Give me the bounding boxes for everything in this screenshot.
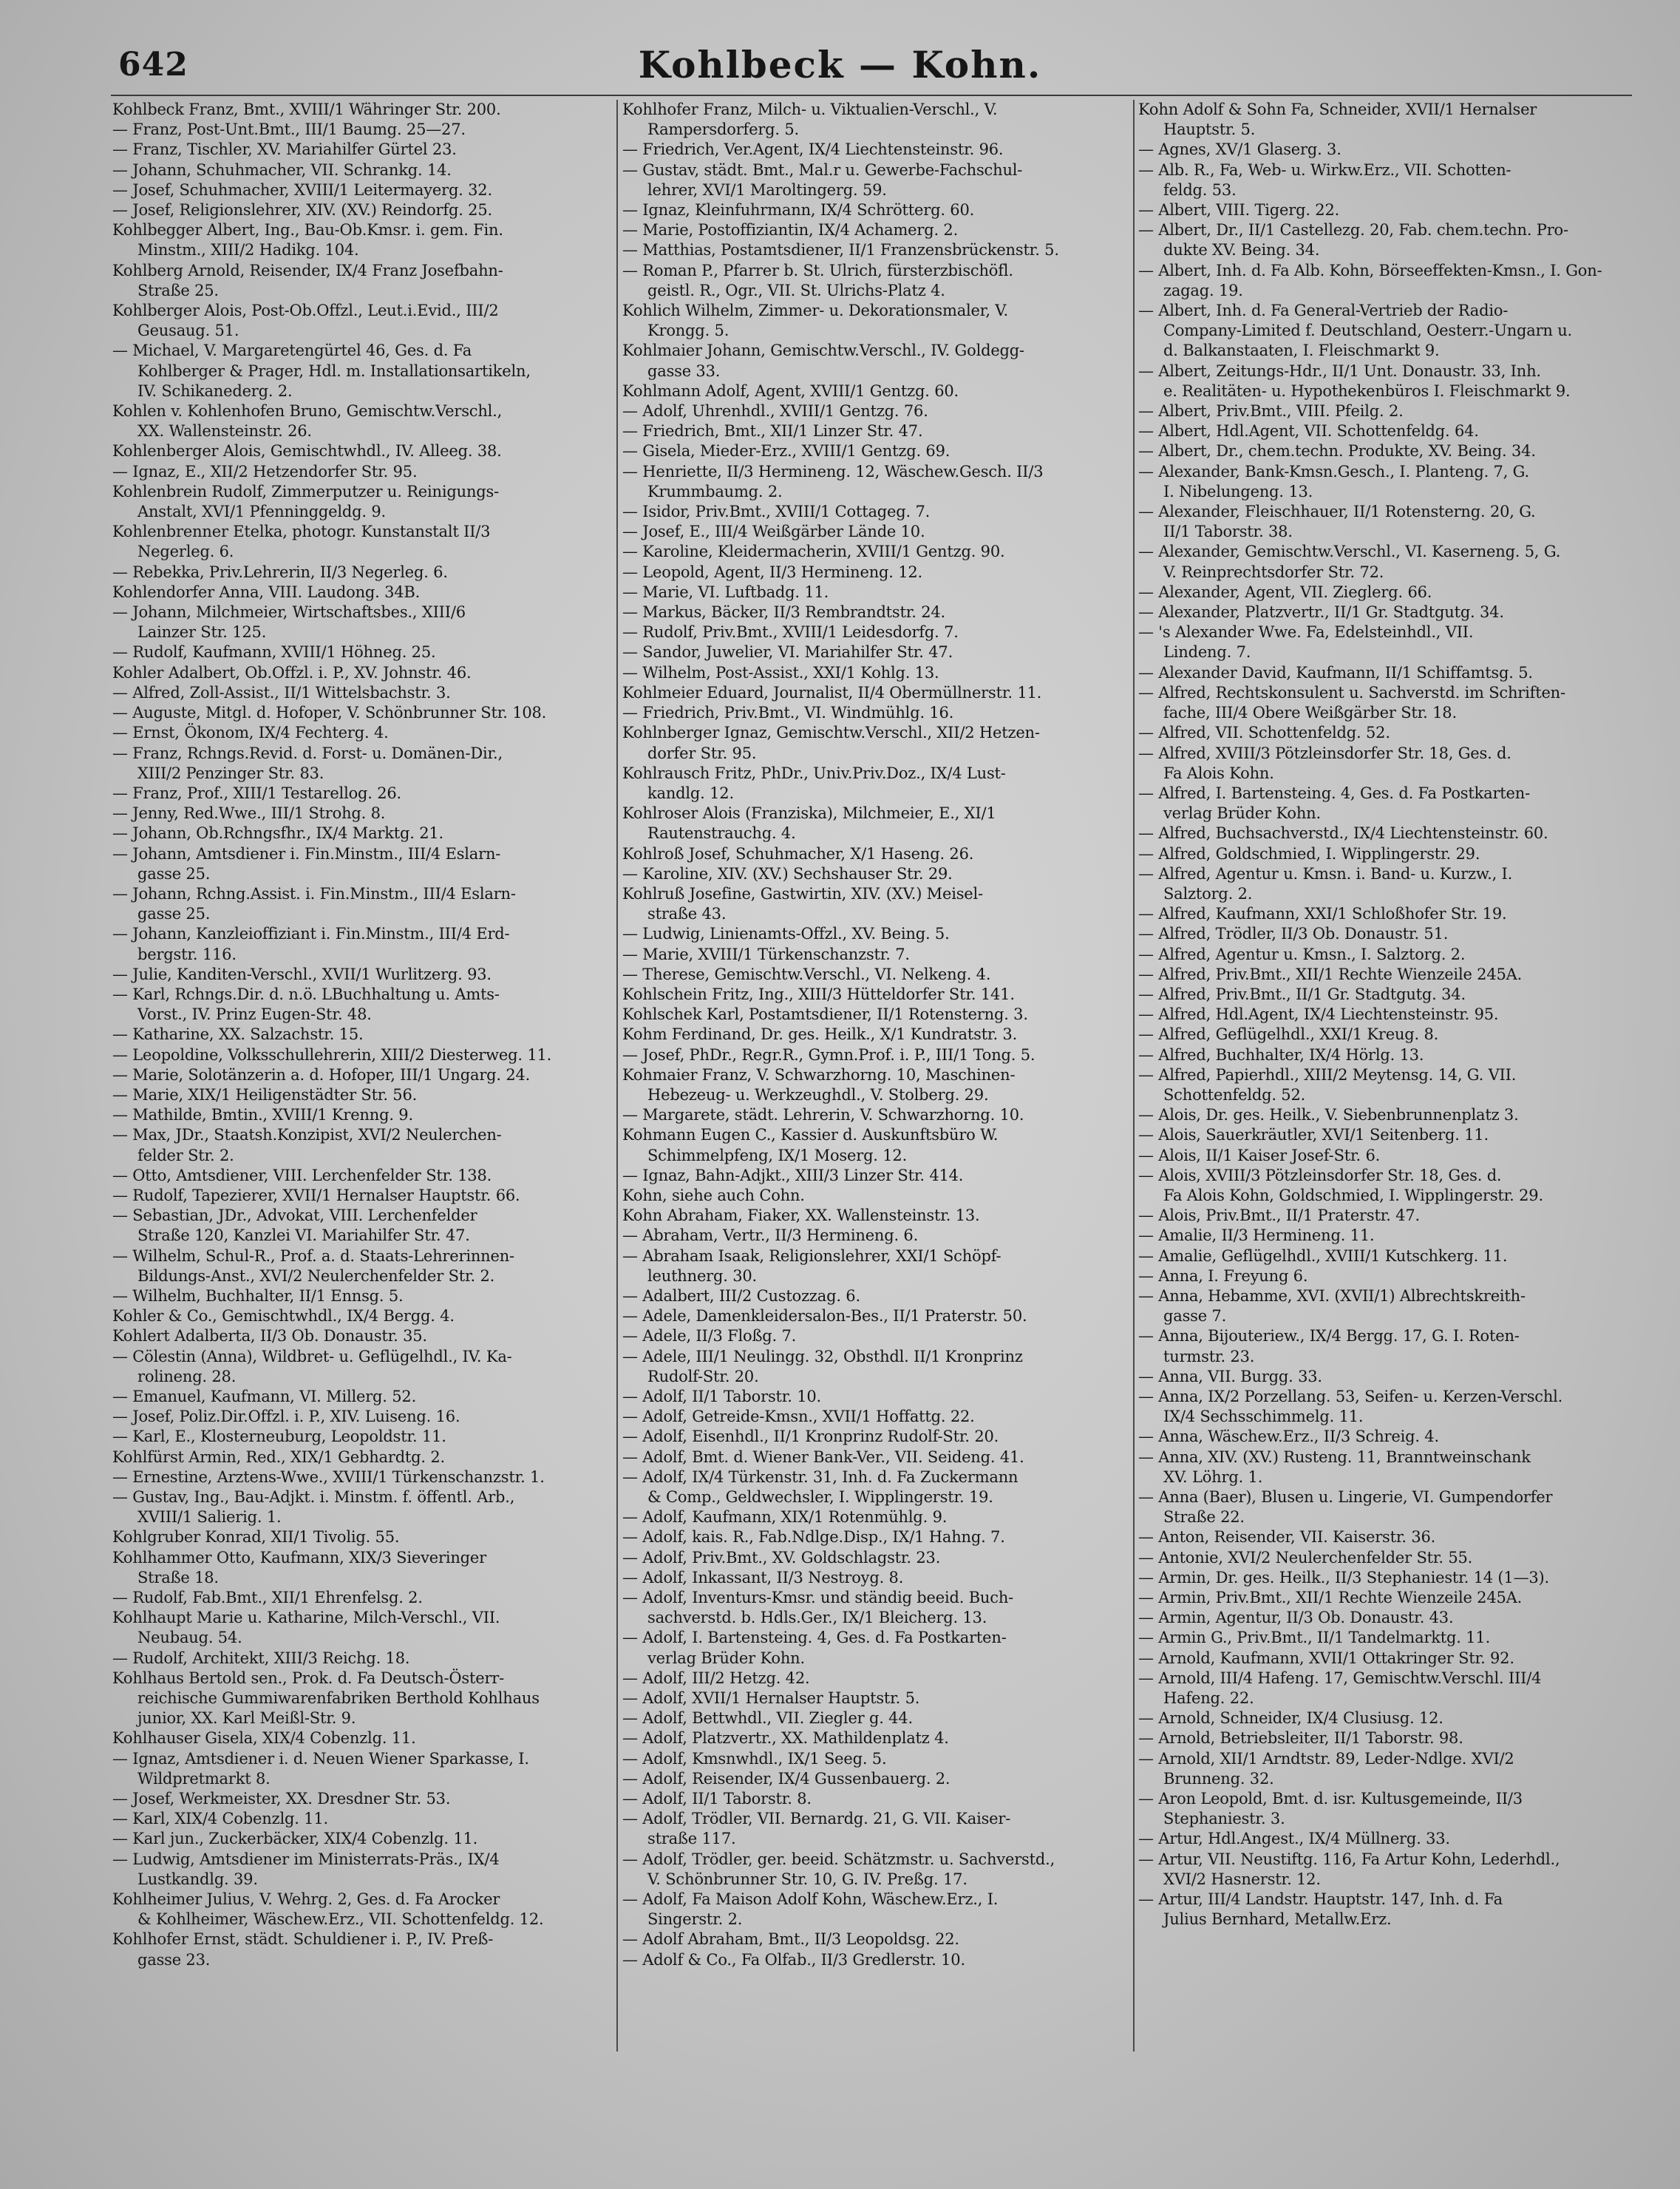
directory-line: — Katharine, XX. Salzachstr. 15. [112,1025,364,1044]
directory-line: — Adolf, Bettwhdl., VII. Ziegler g. 44. [622,1709,913,1728]
directory-line: — Ignaz, E., XII/2 Hetzendorfer Str. 95. [112,462,418,481]
directory-line: turmstr. 23. [1163,1347,1255,1365]
directory-line: — Adolf, Fa Maison Adolf Kohn, Wäschew.Erz., I. [622,1890,999,1909]
directory-line: Krummbaumg. 2. [647,482,783,500]
directory-line: Kohlhofer Ernst, städt. Schuldiener i. P., IV. Preß- [112,1930,494,1949]
directory-line: — Amalie, II/3 Hermineng. 11. [1138,1226,1375,1245]
directory-line: Kohlfürst Armin, Red., XIX/1 Gebhardtg. 2. [112,1448,446,1466]
directory-line: — Alexander, Platzvertr., II/1 Gr. Stadtgutg. 34. [1138,603,1504,622]
directory-line: — Alexander, Fleischhauer, II/1 Rotensterng. 20, G. [1138,503,1536,521]
directory-line: — Anna, VII. Burgg. 33. [1138,1367,1322,1385]
directory-line: Kohlruß Josefine, Gastwirtin, XIV. (XV.) Meisel- [622,884,983,903]
directory-line: — Adolf, Trödler, VII. Bernardg. 21, G. VII. Kaiser- [622,1810,1011,1828]
directory-line: — Alfred, Buchhalter, IX/4 Hörlg. 13. [1138,1045,1424,1064]
directory-line: — Adolf, IX/4 Türkenstr. 31, Inh. d. Fa Zuckermann [622,1467,1018,1486]
directory-line: I. Nibelungeng. 13. [1163,482,1313,500]
directory-line: — Arnold, III/4 Hafeng. 17, Gemischtw.Verschl. III/4 [1138,1669,1542,1687]
directory-line: — Rudolf, Architekt, XIII/3 Reichg. 18. [112,1649,410,1667]
directory-line: Kohlmaier Johann, Gemischtw.Verschl., IV. Goldegg- [622,342,1024,360]
directory-line: Straße 25. [137,281,219,299]
directory-line: — Franz, Rchngs.Revid. d. Forst- u. Domänen-Dir., [112,744,503,762]
directory-line: — Armin, Priv.Bmt., XII/1 Rechte Wienzeile 245A. [1138,1589,1523,1607]
directory-line: Hafeng. 22. [1163,1689,1254,1708]
directory-line: zagag. 19. [1163,281,1243,299]
directory-line: — Anton, Reisender, VII. Kaiserstr. 36. [1138,1528,1436,1547]
directory-line: — Armin G., Priv.Bmt., II/1 Tandelmarktg. 11. [1138,1629,1491,1647]
directory-line: — Adolf, II/1 Taborstr. 10. [622,1388,822,1405]
directory-line: — Markus, Bäcker, II/3 Rembrandtstr. 24. [622,603,946,622]
directory-line: XX. Wallensteinstr. 26. [137,422,312,441]
directory-line: Brunneng. 32. [1163,1769,1274,1788]
directory-line: Kohlhaus Bertold sen., Prok. d. Fa Deutsch-Österr- [112,1669,505,1687]
directory-line: — Adolf, kais. R., Fab.Ndlge.Disp., IX/1 Hahng. 7. [622,1528,1005,1547]
directory-line: — Karl, E., Klosterneuburg, Leopoldstr. 11. [112,1428,446,1446]
directory-line: lehrer, XVI/1 Maroltingerg. 59. [647,180,887,199]
directory-line: rolineng. 28. [137,1367,237,1385]
directory-column-1 [112,100,612,2162]
directory-line: — Albert, Priv.Bmt., VIII. Pfeilg. 2. [1138,402,1404,421]
directory-line: II/1 Taborstr. 38. [1163,523,1293,541]
directory-line: — Alfred, Priv.Bmt., II/1 Gr. Stadtgutg. 34. [1138,985,1466,1003]
directory-line: V. Reinprechtsdorfer Str. 72. [1163,563,1384,581]
directory-line: Kohlbeck Franz, Bmt., XVIII/1 Währinger Str. 200. [112,101,501,118]
directory-line: — Emanuel, Kaufmann, VI. Millerg. 52. [112,1388,417,1405]
directory-line: — Sandor, Juwelier, VI. Mariahilfer Str. 47. [622,643,953,662]
directory-line: Kohlrausch Fritz, PhDr., Univ.Priv.Doz., IX/4 Lust- [622,764,1006,782]
directory-line: — Alfred, Hdl.Agent, IX/4 Liechtensteinstr. 95. [1138,1005,1499,1024]
directory-line: leuthnerg. 30. [647,1266,758,1285]
directory-line: fache, III/4 Obere Weißgärber Str. 18. [1163,704,1457,722]
directory-line: Kohlschek Karl, Postamtsdiener, II/1 Rotensterng. 3. [622,1005,1028,1024]
directory-line: — Alois, II/1 Kaiser Josef-Str. 6. [1138,1146,1381,1164]
directory-line: — Cölestin (Anna), Wildbret- u. Geflügelhdl., IV. Ka- [112,1347,512,1365]
directory-line: — Josef, Schuhmacher, XVIII/1 Leitermayerg. 32. [112,180,492,199]
directory-line: Kohlnberger Ignaz, Gemischtw.Verschl., XII/2 Hetzen- [622,724,1040,742]
directory-line: Kohm Ferdinand, Dr. ges. Heilk., X/1 Kundratstr. 3. [622,1025,1018,1044]
directory-line: Julius Bernhard, Metallw.Erz. [1163,1910,1392,1929]
directory-line: — Alfred, I. Bartensteing. 4, Ges. d. Fa Postkarten- [1138,784,1530,802]
directory-line: — Marie, Solotänzerin a. d. Hofoper, III/1 Ungarg. 24. [112,1065,531,1084]
directory-line: — Adolf, Kmsnwhdl., IX/1 Seeg. 5. [622,1749,887,1768]
directory-line: Hebezeug- u. Werkzeughdl., V. Stolberg. 29. [647,1085,989,1104]
directory-line: — Leopold, Agent, II/3 Hermineng. 12. [622,563,923,581]
directory-line: — Armin, Agentur, II/3 Ob. Donaustr. 43. [1138,1609,1454,1627]
directory-line: — 's Alexander Wwe. Fa, Edelsteinhdl., VII. [1138,623,1474,642]
directory-column-2 [622,100,1129,2162]
directory-line: — Adolf, Priv.Bmt., XV. Goldschlagstr. 23. [622,1548,941,1567]
directory-line: Kohlich Wilhelm, Zimmer- u. Dekorationsmaler, V. [622,302,1009,320]
directory-line: Kohlhammer Otto, Kaufmann, XIX/3 Sieveringer [112,1548,486,1567]
directory-line: Rudolf-Str. 20. [647,1367,759,1385]
directory-line: — Alexander David, Kaufmann, II/1 Schiffamtsg. 5. [1138,663,1533,682]
directory-line: gasse 25. [137,864,211,883]
directory-line: — Alfred, Papierhdl., XIII/2 Meytensg. 14, G. VII. [1138,1065,1517,1084]
directory-line: Rampersdorferg. 5. [647,121,800,139]
directory-line: — Marie, XIX/1 Heiligenstädter Str. 56. [112,1085,418,1104]
directory-line: — Arnold, Kaufmann, XVII/1 Ottakringer Str. 92. [1138,1649,1514,1667]
directory-line: — Ignaz, Bahn-Adjkt., XIII/3 Linzer Str. 414. [622,1166,964,1184]
directory-line: Fa Alois Kohn, Goldschmied, I. Wipplingerstr. 29. [1163,1186,1543,1204]
directory-line: — Wilhelm, Buchhalter, II/1 Ennsg. 5. [112,1286,404,1305]
directory-line: Straße 22. [1163,1508,1245,1527]
directory-line: Straße 18. [137,1568,219,1586]
directory-line: Neubaug. 54. [137,1629,242,1647]
directory-line: — Artur, III/4 Landstr. Hauptstr. 147, Inh. d. Fa [1138,1890,1503,1909]
directory-line: — Ludwig, Amtsdiener im Ministerrats-Präs., IX/4 [112,1850,500,1868]
directory-line: — Alfred, Geflügelhdl., XXI/1 Kreug. 8. [1138,1025,1439,1044]
directory-line: — Henriette, II/3 Hermineng. 12, Wäschew.Gesch. II/3 [622,462,1044,481]
directory-line: — Adolf, Trödler, ger. beeid. Schätzmstr. u. Sachverstd., [622,1850,1055,1868]
directory-line: XVIII/1 Salierig. 1. [137,1508,282,1527]
directory-line: — Alois, Dr. ges. Heilk., V. Siebenbrunnenplatz 3. [1138,1106,1519,1124]
directory-line: gasse 33. [647,362,721,380]
directory-line: — Michael, V. Margaretengürtel 46, Ges. d. Fa [112,342,472,360]
directory-line: — Alexander, Bank-Kmsn.Gesch., I. Planteng. 7, G. [1138,462,1529,481]
directory-line: Rautenstrauchg. 4. [647,824,796,843]
directory-line: — Josef, E., III/4 Weißgärber Lände 10. [622,523,925,541]
directory-line: — Adolf, Uhrenhdl., XVIII/1 Gentzg. 76. [622,402,928,421]
directory-line: Kohlmann Adolf, Agent, XVIII/1 Gentzg. 60. [622,381,959,400]
directory-line: — Wilhelm, Post-Assist., XXI/1 Kohlg. 13. [622,663,939,682]
directory-line: Kohlbegger Albert, Ing., Bau-Ob.Kmsr. i. gem. Fin. [112,221,503,240]
directory-line: — Albert, Hdl.Agent, VII. Schottenfeldg. 64. [1138,422,1479,441]
directory-line: felder Str. 2. [137,1146,234,1164]
directory-line: — Adolf, II/1 Taborstr. 8. [622,1790,812,1808]
directory-line: — Adolf, XVII/1 Hernalser Hauptstr. 5. [622,1689,920,1708]
directory-line: — Gisela, Mieder-Erz., XVIII/1 Gentzg. 69. [622,442,950,461]
directory-line: — Ernestine, Arztens-Wwe., XVIII/1 Türkenschanzstr. 1. [112,1467,545,1486]
directory-line: — Antonie, XVI/2 Neulerchenfelder Str. 55. [1138,1548,1473,1567]
directory-line: — Johann, Rchng.Assist. i. Fin.Minstm., III/4 Eslarn- [112,884,516,903]
directory-line: — Alfred, Kaufmann, XXI/1 Schloßhofer Str. 19. [1138,905,1507,923]
directory-line: — Gustav, städt. Bmt., Mal.r u. Gewerbe-Fachschul- [622,160,1023,179]
directory-line: junior, XX. Karl Meißl-Str. 9. [137,1709,356,1728]
directory-line: Kohlberg Arnold, Reisender, IX/4 Franz Josefbahn- [112,261,503,279]
directory-line: — Marie, VI. Luftbadg. 11. [622,583,829,601]
directory-line: — Marie, XVIII/1 Türkenschanzstr. 7. [622,945,910,963]
directory-line: — Max, JDr., Staatsh.Konzipist, XVI/2 Neulerchen- [112,1126,502,1144]
directory-line: — Josef, Poliz.Dir.Offzl. i. P., XIV. Luiseng. 16. [112,1408,460,1426]
directory-line: Anstalt, XVI/1 Pfenninggeldg. 9. [137,503,386,521]
directory-line: — Roman P., Pfarrer b. St. Ulrich, fürsterzbischöfl. [622,261,1013,279]
directory-line: — Armin, Dr. ges. Heilk., II/3 Stephaniestr. 14 (1—3). [1138,1568,1550,1586]
directory-line: Kohn Adolf & Sohn Fa, Schneider, XVII/1 Hernalser [1138,101,1537,118]
directory-line: — Anna, Wäschew.Erz., II/3 Schreig. 4. [1138,1428,1439,1446]
directory-line: Kohlhauser Gisela, XIX/4 Cobenzlg. 11. [112,1729,416,1748]
directory-line: — Adolf, III/2 Hetzg. 42. [622,1669,810,1687]
directory-line: — Karl, Rchngs.Dir. d. n.ö. LBuchhaltung u. Amts- [112,985,500,1003]
directory-line: Kohlenbrein Rudolf, Zimmerputzer u. Reinigungs- [112,482,499,500]
directory-line: — Matthias, Postamtsdiener, II/1 Franzensbrückenstr. 5. [622,241,1059,259]
directory-line: Minstm., XIII/2 Hadikg. 104. [137,241,359,259]
directory-line: — Aron Leopold, Bmt. d. isr. Kultusgemeinde, II/3 [1138,1790,1523,1808]
directory-line: bergstr. 116. [137,945,237,963]
directory-line: — Albert, Inh. d. Fa Alb. Kohn, Börseeffekten-Kmsn., I. Gon- [1138,261,1602,279]
directory-line: Kohlberger & Prager, Hdl. m. Installationsartikeln, [137,362,531,380]
directory-line: — Margarete, städt. Lehrerin, V. Schwarzhorng. 10. [622,1106,1024,1124]
directory-line: — Johann, Milchmeier, Wirtschaftsbes., XIII/6 [112,603,466,622]
page-number: 642 [118,46,188,84]
directory-line: kandlg. 12. [647,784,734,802]
directory-line: Schimmelpfeng, IX/1 Moserg. 12. [647,1146,908,1164]
directory-line: Stephaniestr. 3. [1163,1810,1285,1828]
directory-line: — Adolf, Inventurs-Kmsr. und ständig beeid. Buch- [622,1589,1014,1607]
directory-line: Geusaug. 51. [137,322,239,340]
directory-line: — Wilhelm, Schul-R., Prof. a. d. Staats-Lehrerinnen- [112,1246,514,1265]
directory-line: — Albert, VIII. Tigerg. 22. [1138,201,1340,220]
directory-line: Fa Alois Kohn. [1163,764,1274,782]
directory-line: — Adolf, Kaufmann, XIX/1 Rotenmühlg. 9. [622,1508,948,1527]
directory-line: — Marie, Postoffiziantin, IX/4 Achamerg. 2. [622,221,959,240]
directory-line: — Arnold, XII/1 Arndtstr. 89, Leder-Ndlge. XVI/2 [1138,1749,1514,1768]
directory-line: — Abraham, Vertr., II/3 Hermineng. 6. [622,1226,919,1245]
directory-line: straße 43. [647,905,727,923]
directory-line: reichische Gummiwarenfabriken Berthold Kohlhaus [137,1689,540,1708]
directory-line: — Ludwig, Linienamts-Offzl., XV. Being. 5. [622,925,950,943]
directory-line: Kohlroß Josef, Schuhmacher, X/1 Haseng. 26. [622,844,974,863]
directory-line: — Alfred, Agentur u. Kmsn. i. Band- u. Kurzw., I. [1138,864,1513,883]
directory-line: — Alexander, Agent, VII. Zieglerg. 66. [1138,583,1432,601]
directory-line: — Adolf, Reisender, IX/4 Gussenbauerg. 2. [622,1769,950,1788]
directory-line: — Gustav, Ing., Bau-Adjkt. i. Minstm. f. öffentl. Arb., [112,1488,515,1507]
directory-line: Lustkandlg. 39. [137,1870,258,1888]
directory-line: — Alfred, XVIII/3 Pötzleinsdorfer Str. 18, Ges. d. [1138,744,1511,762]
directory-line: & Kohlheimer, Wäschew.Erz., VII. Schottenfeldg. 12. [137,1910,544,1929]
directory-line: Kohlberger Alois, Post-Ob.Offzl., Leut.i.Evid., III/2 [112,302,499,320]
directory-line: geistl. R., Ogr., VII. St. Ulrichs-Platz 4. [647,281,945,299]
directory-line: — Alfred, Zoll-Assist., II/1 Wittelsbachstr. 3. [112,683,451,702]
directory-line: — Rudolf, Tapezierer, XVII/1 Hernalser Hauptstr. 66. [112,1186,520,1204]
directory-line: Kohmaier Franz, V. Schwarzhorng. 10, Maschinen- [622,1065,1016,1084]
directory-line: — Franz, Prof., XIII/1 Testarellog. 26. [112,784,402,802]
directory-line: — Adele, III/1 Neulingg. 32, Obsthdl. II/1 Kronprinz [622,1347,1023,1365]
directory-line: — Adolf, Eisenhdl., II/1 Kronprinz Rudolf-Str. 20. [622,1428,999,1446]
directory-line: Kohn, siehe auch Cohn. [622,1186,805,1204]
directory-line: — Ernst, Ökonom, IX/4 Fechterg. 4. [112,724,389,742]
directory-line: — Therese, Gemischtw.Verschl., VI. Nelkeng. 4. [622,965,991,983]
directory-line: Kohlenbrenner Etelka, photogr. Kunstanstalt II/3 [112,523,491,541]
directory-line: verlag Brüder Kohn. [1163,804,1321,823]
directory-line: Singerstr. 2. [647,1910,743,1929]
directory-line: XIII/2 Penzinger Str. 83. [137,764,324,782]
directory-line: — Johann, Schuhmacher, VII. Schrankg. 14. [112,160,452,179]
directory-line: IV. Schikanederg. 2. [137,381,293,400]
directory-line: — Alfred, Agentur u. Kmsn., I. Salztorg. 2. [1138,945,1466,963]
directory-line: — Jenny, Red.Wwe., III/1 Strohg. 8. [112,804,386,823]
directory-line: d. Balkanstaaten, I. Fleischmarkt 9. [1163,342,1440,360]
directory-line: Kohn Abraham, Fiaker, XX. Wallensteinstr. 13. [622,1207,980,1225]
directory-line: & Comp., Geldwechsler, I. Wipplingerstr. 19. [647,1488,993,1507]
directory-line: — Alois, Sauerkräutler, XVI/1 Seitenberg. 11. [1138,1126,1489,1144]
directory-line: Kohler Adalbert, Ob.Offzl. i. P., XV. Johnstr. 46. [112,663,472,682]
directory-line: gasse 7. [1163,1307,1227,1326]
directory-line: — Johann, Kanzleioffiziant i. Fin.Minstm., III/4 Erd- [112,925,510,943]
directory-line: — Mathilde, Bmtin., XVIII/1 Krenng. 9. [112,1106,413,1124]
directory-line: — Alfred, Buchsachverstd., IX/4 Liechtensteinstr. 60. [1138,824,1548,843]
directory-line: — Rudolf, Priv.Bmt., XVIII/1 Leidesdorfg. 7. [622,623,959,642]
directory-line: — Friedrich, Ver.Agent, IX/4 Liechtensteinstr. 96. [622,140,1004,159]
directory-line: Vorst., IV. Prinz Eugen-Str. 48. [137,1005,372,1024]
directory-line: — Alfred, Rechtskonsulent u. Sachverstd. im Schriften- [1138,683,1565,702]
directory-line: Company-Limited f. Deutschland, Oesterr.-Ungarn u. [1163,322,1573,340]
directory-line: — Ignaz, Amtsdiener i. d. Neuen Wiener Sparkasse, I. [112,1749,529,1768]
directory-line: — Leopoldine, Volksschullehrerin, XIII/2 Diesterweg. 11. [112,1045,552,1064]
directory-line: — Agnes, XV/1 Glaserg. 3. [1138,140,1341,159]
directory-line: — Johann, Amtsdiener i. Fin.Minstm., III/4 Eslarn- [112,844,501,863]
directory-line: — Albert, Dr., II/1 Castellezg. 20, Fab. chem.techn. Pro- [1138,221,1568,240]
directory-line: — Albert, Dr., chem.techn. Produkte, XV. Being. 34. [1138,442,1536,461]
directory-line: Hauptstr. 5. [1163,121,1256,139]
directory-line: — Alfred, Priv.Bmt., XII/1 Rechte Wienzeile 245A. [1138,965,1523,983]
directory-line: — Isidor, Priv.Bmt., XVIII/1 Cottageg. 7. [622,503,931,521]
directory-line: — Alois, XVIII/3 Pötzleinsdorfer Str. 18, Ges. d. [1138,1166,1502,1184]
directory-line: — Ignaz, Kleinfuhrmann, IX/4 Schrötterg. 60. [622,201,975,220]
directory-line: — Franz, Post-Unt.Bmt., III/1 Baumg. 25—27. [112,121,466,139]
directory-line: Kohlendorfer Anna, VIII. Laudong. 34B. [112,583,421,601]
directory-line: dorfer Str. 95. [647,744,757,762]
directory-line: — Alexander, Gemischtw.Verschl., VI. Kaserneng. 5, G. [1138,543,1561,561]
directory-line: — Auguste, Mitgl. d. Hofoper, V. Schönbrunner Str. 108. [112,704,547,722]
directory-line: — Arnold, Schneider, IX/4 Clusiusg. 12. [1138,1709,1443,1728]
directory-line: gasse 25. [137,905,211,923]
directory-line: straße 117. [647,1830,736,1848]
directory-line: — Rebekka, Priv.Lehrerin, II/3 Negerleg. 6. [112,563,448,581]
running-head: Kohlbeck — Kohn. [638,43,1042,86]
directory-line: — Adolf & Co., Fa Olfab., II/3 Gredlerstr. 10. [622,1950,965,1969]
directory-line: — Otto, Amtsdiener, VIII. Lerchenfelder Str. 138. [112,1166,492,1184]
directory-line: — Friedrich, Priv.Bmt., VI. Windmühlg. 16. [622,704,954,722]
directory-line: Kohmann Eugen C., Kassier d. Auskunftsbüro W. [622,1126,999,1144]
directory-line: — Julie, Kanditen-Verschl., XVII/1 Wurlitzerg. 93. [112,965,492,983]
directory-line: — Franz, Tischler, XV. Mariahilfer Gürtel 23. [112,140,457,159]
directory-line: — Amalie, Geflügelhdl., XVIII/1 Kutschkerg. 11. [1138,1246,1508,1265]
directory-line: Kohlmeier Eduard, Journalist, II/4 Obermüllnerstr. 11. [622,683,1042,702]
directory-line: — Karl jun., Zuckerbäcker, XIX/4 Cobenzlg. 11. [112,1830,478,1848]
directory-line: Salztorg. 2. [1163,884,1253,903]
directory-line: — Alois, Priv.Bmt., II/1 Praterstr. 47. [1138,1207,1420,1225]
directory-line: Kohlenberger Alois, Gemischtwhdl., IV. Alleeg. 38. [112,442,502,461]
directory-line: Lindeng. 7. [1163,643,1251,662]
directory-line: — Adolf Abraham, Bmt., II/3 Leopoldsg. 22. [622,1930,959,1949]
directory-line: Kohlhaupt Marie u. Katharine, Milch-Verschl., VII. [112,1609,500,1627]
directory-line: — Artur, Hdl.Angest., IX/4 Müllnerg. 33. [1138,1830,1450,1848]
directory-line: IX/4 Sechsschimmelg. 11. [1163,1408,1364,1426]
directory-line: — Sebastian, JDr., Advokat, VIII. Lerchenfelder [112,1207,477,1225]
directory-line: XV. Löhrg. 1. [1163,1467,1263,1486]
directory-line: — Josef, Religionslehrer, XIV. (XV.) Reindorfg. 25. [112,201,492,220]
directory-line: — Anna, Hebamme, XVI. (XVII/1) Albrechtskreith- [1138,1286,1526,1305]
directory-line: Kohlert Adalberta, II/3 Ob. Donaustr. 35. [112,1327,427,1345]
directory-line: — Karl, XIX/4 Cobenzlg. 11. [112,1810,328,1828]
directory-line: — Karoline, XIV. (XV.) Sechshauser Str. 29. [622,864,953,883]
directory-line: — Rudolf, Kaufmann, XVIII/1 Höhneg. 25. [112,643,436,662]
directory-line: Lainzer Str. 125. [137,623,267,642]
directory-line: — Abraham Isaak, Religionslehrer, XXI/1 Schöpf- [622,1246,1001,1265]
directory-line: — Josef, Werkmeister, XX. Dresdner Str. 53. [112,1790,451,1808]
directory-line: — Albert, Inh. d. Fa General-Vertrieb der Radio- [1138,302,1509,320]
column-rule [616,100,618,2051]
directory-line: — Alfred, Goldschmied, I. Wipplingerstr. 29. [1138,844,1480,863]
directory-line: Kohlheimer Julius, V. Wehrg. 2, Ges. d. Fa Arocker [112,1890,500,1909]
directory-line: — Anna, Bijouteriew., IX/4 Bergg. 17, G. I. Roten- [1138,1327,1520,1345]
directory-line: — Artur, VII. Neustiftg. 116, Fa Artur Kohn, Lederhdl., [1138,1850,1560,1868]
directory-line: — Johann, Ob.Rchngsfhr., IX/4 Marktg. 21. [112,824,443,843]
directory-line: — Adolf, I. Bartensteing. 4, Ges. d. Fa Postkarten- [622,1629,1007,1647]
directory-line: Bildungs-Anst., XVI/2 Neulerchenfelder Str. 2. [137,1266,495,1285]
directory-line: — Arnold, Betriebsleiter, II/1 Taborstr. 98. [1138,1729,1463,1748]
directory-line: Kohlroser Alois (Franziska), Milchmeier, E., XI/1 [622,804,996,823]
directory-line: — Adolf, Inkassant, II/3 Nestroyg. 8. [622,1568,904,1586]
directory-line: — Alfred, VII. Schottenfeldg. 52. [1138,724,1390,742]
directory-line: e. Realitäten- u. Hypothekenbüros I. Fleischmarkt 9. [1163,381,1571,400]
directory-line: Krongg. 5. [647,322,730,340]
directory-line: gasse 23. [137,1950,211,1969]
directory-line: — Adalbert, III/2 Custozzag. 6. [622,1286,860,1305]
directory-line: Kohlen v. Kohlenhofen Bruno, Gemischtw.Verschl., [112,402,503,421]
directory-line: — Rudolf, Fab.Bmt., XII/1 Ehrenfelsg. 2. [112,1589,423,1607]
header-rule [111,95,1632,96]
directory-line: — Alb. R., Fa, Web- u. Wirkw.Erz., VII. Schotten- [1138,160,1511,179]
directory-line: — Adolf, Getreide-Kmsn., XVII/1 Hoffattg. 22. [622,1408,975,1426]
directory-line: Negerleg. 6. [137,543,234,561]
directory-line: Kohlhofer Franz, Milch- u. Viktualien-Verschl., V. [622,101,998,118]
directory-line: — Anna (Baer), Blusen u. Lingerie, VI. Gumpendorfer [1138,1488,1553,1507]
directory-line: V. Schönbrunner Str. 10, G. IV. Preßg. 17. [647,1870,967,1888]
directory-line: sachverstd. b. Hdls.Ger., IX/1 Bleicherg. 13. [647,1609,987,1627]
directory-line: — Anna, I. Freyung 6. [1138,1266,1308,1285]
directory-line: Kohlgruber Konrad, XII/1 Tivolig. 55. [112,1528,400,1547]
directory-line: XVI/2 Hasnerstr. 12. [1163,1870,1321,1888]
directory-line: Wildpretmarkt 8. [137,1769,271,1788]
directory-line: Kohlschein Fritz, Ing., XIII/3 Hütteldorfer Str. 141. [622,985,1015,1003]
directory-line: — Anna, IX/2 Porzellang. 53, Seifen- u. Kerzen-Verschl. [1138,1388,1563,1405]
directory-line: — Josef, PhDr., Regr.R., Gymn.Prof. i. P., III/1 Tong. 5. [622,1045,1035,1064]
directory-line: feldg. 53. [1163,180,1237,199]
directory-line: — Karoline, Kleidermacherin, XVIII/1 Gentzg. 90. [622,543,1005,561]
directory-line: — Adolf, Bmt. d. Wiener Bank-Ver., VII. Seideng. 41. [622,1448,1024,1466]
directory-line: — Adele, Damenkleidersalon-Bes., II/1 Praterstr. 50. [622,1307,1027,1326]
directory-line: — Anna, XIV. (XV.) Rusteng. 11, Branntweinschank [1138,1448,1531,1466]
directory-line: Schottenfeldg. 52. [1163,1085,1306,1104]
directory-line: Straße 120, Kanzlei VI. Mariahilfer Str. 47. [137,1226,470,1245]
directory-line: verlag Brüder Kohn. [647,1649,805,1667]
directory-line: — Adele, II/3 Floßg. 7. [622,1327,797,1345]
directory-line: — Friedrich, Bmt., XII/1 Linzer Str. 47. [622,422,923,441]
directory-line: dukte XV. Being. 34. [1163,241,1320,259]
directory-line: — Albert, Zeitungs-Hdr., II/1 Unt. Donaustr. 33, Inh. [1138,362,1541,380]
column-rule [1133,100,1135,2051]
directory-column-3 [1138,100,1632,2162]
directory-line: — Adolf, Platzvertr., XX. Mathildenplatz 4. [622,1729,949,1748]
directory-line: — Alfred, Trödler, II/3 Ob. Donaustr. 51. [1138,925,1449,943]
directory-line: Kohler & Co., Gemischtwhdl., IX/4 Bergg. 4. [112,1307,455,1326]
